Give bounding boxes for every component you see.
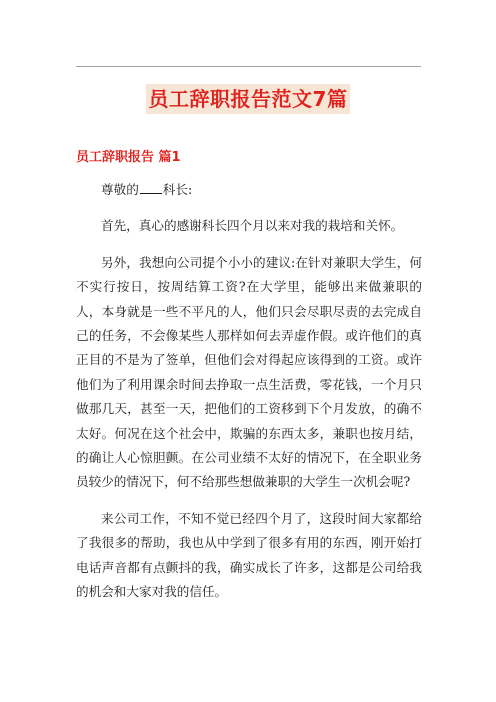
paragraph-thanks: 首先，真心的感谢科长四个月以来对我的栽培和关怀。 xyxy=(101,218,404,234)
paragraph-experience: 来公司工作，不知不觉已经四个月了，这段时间大家都给了我很多的帮助，我也从中学到了很多有用的东西，刚开始打电话声音都有点颤抖的我，确实成长了许多，这都是公司给我的机会和大家对我的信任。 xyxy=(76,510,422,600)
salutation-prefix: 尊敬的 xyxy=(101,182,139,197)
document-title-wrapper xyxy=(0,84,496,114)
top-rule xyxy=(76,66,421,67)
name-blank xyxy=(140,179,162,194)
document-body xyxy=(76,178,422,617)
section-heading: 员工辞职报告 篇1 xyxy=(76,150,181,165)
salutation xyxy=(76,178,422,202)
paragraph-suggestion: 另外，我想向公司提个小小的建议:在针对兼职大学生，何不实行按日，按周结算工资?在大学里，能够出来做兼职的人，本身就是一些不平凡的人，他们只会尽职尽责的去完成自己的任务，不会像某些人那样如何去弄虚作假。或许他们的真正目的不是为了签单，但他们会对得起应该得到的工资。或许他们为了利用课余时间去挣取一点生活费，零花钱，一个月只做那几天，甚至一天，把他们的工资移到下个月发放，的确不太好。何况在这个社会中，欺骗的东西太多，兼职也按月结，的确让人心惊胆颤。在公司业绩不太好的情况下，在全职业务员较少的情况下，何不给那些想做兼职的大学生一次机会呢? xyxy=(76,254,422,490)
document-title: 员工辞职报告范文7篇 xyxy=(146,84,351,114)
salutation-suffix: 科长: xyxy=(162,182,193,197)
